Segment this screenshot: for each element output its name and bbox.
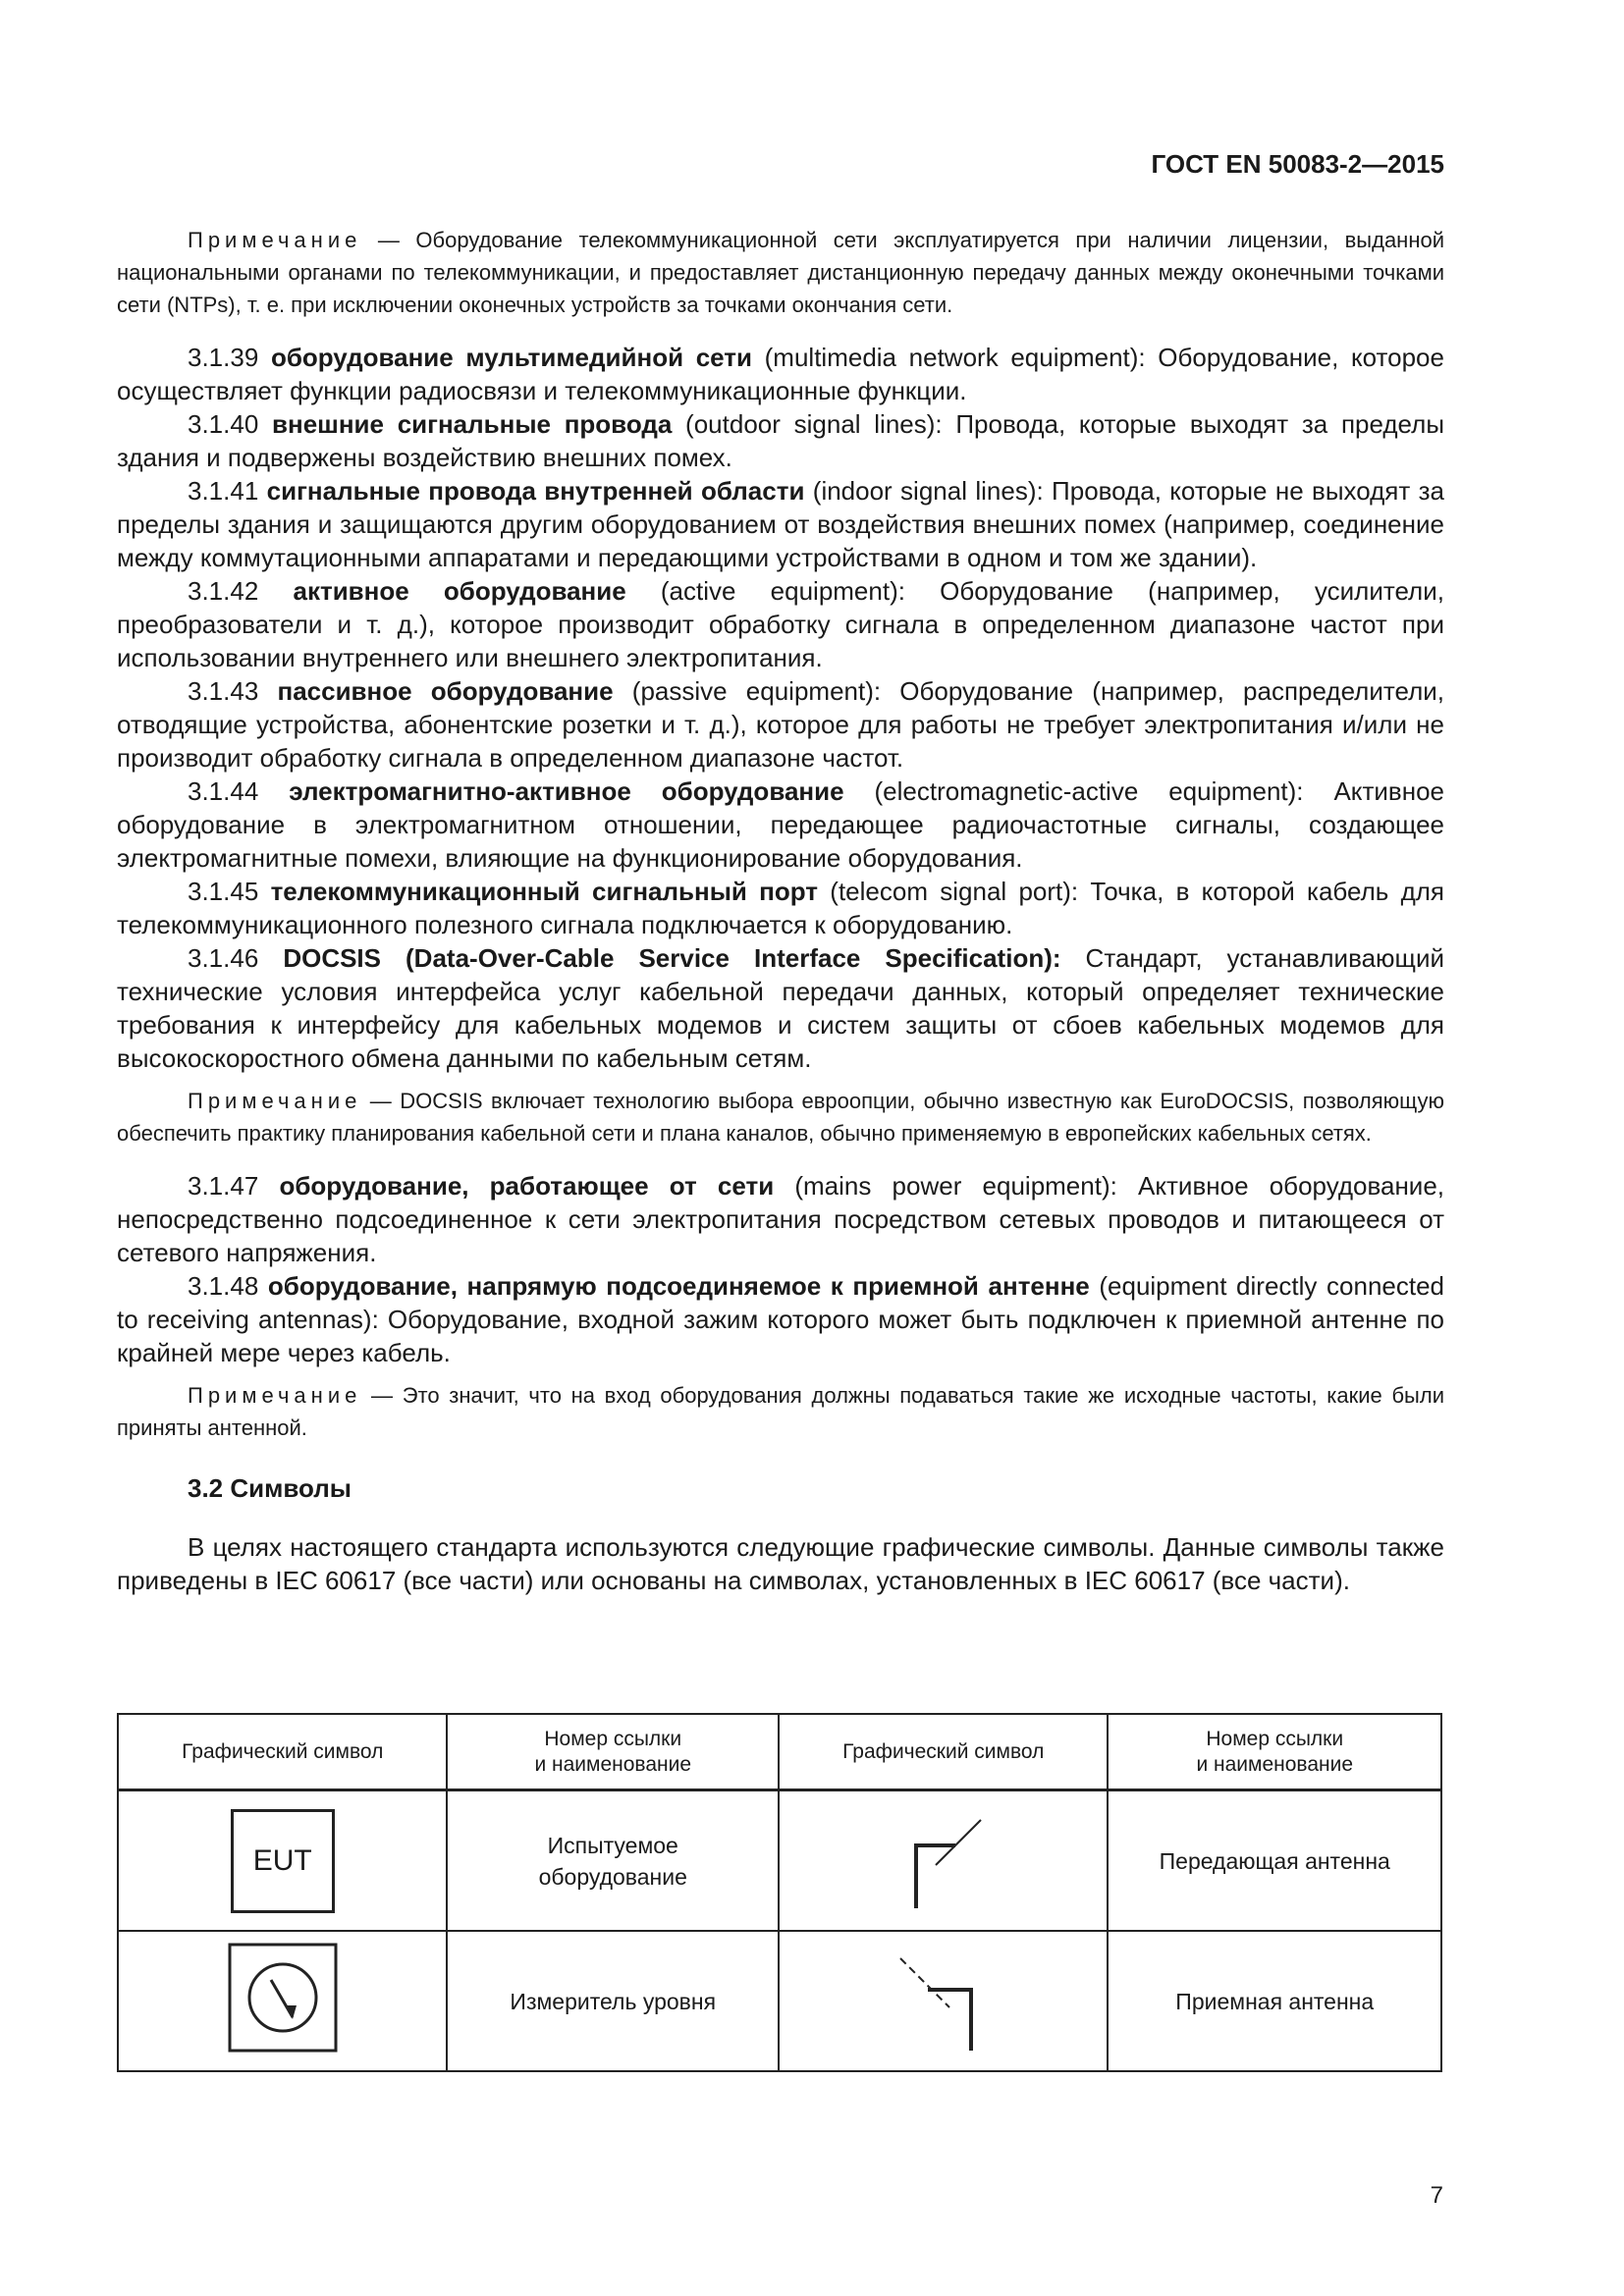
symbol-name: Испытуемое — [547, 1832, 678, 1858]
term: пассивное оборудование — [277, 676, 614, 706]
header-graphic-symbol: Графический символ — [779, 1714, 1108, 1790]
definition-3-1-40 — [117, 407, 1444, 474]
table-row — [118, 1931, 1441, 2071]
definition-text: Стандарт, устанавливающий технические условия интерфейса услуг кабельной передачи данных, который определяет технические требования к интерфейсу для кабельных модемов и систем защиты от сбоев кабельных модемов для высокоскоростного обмена данными по кабельным сетям. — [117, 943, 1444, 1073]
definition-text: (equipment directly connected to receiving antennas): Оборудование, входной зажим которого может быть подключен к приемной антенне по крайней мере через кабель. — [117, 1271, 1445, 1367]
eut-symbol: EUT — [231, 1809, 335, 1913]
document-header: ГОСТ EN 50083-2—2015 — [1151, 149, 1444, 179]
receiving-antenna-icon — [885, 1939, 1002, 2056]
header-line: и наименование — [534, 1752, 692, 1776]
level-meter-cell — [118, 1931, 447, 2071]
definition-3-1-43 — [117, 674, 1444, 774]
note-text: — DOCSIS включает технологию выбора евроопции, обычно известную как EuroDOCSIS, позволяющую обеспечить практику планирования кабельной сети и плана каналов, обычно применяемую в европейских кабельных сетях. — [117, 1089, 1444, 1146]
clause-number: 3.1.46 — [188, 943, 284, 973]
clause-number: 3.1.45 — [188, 877, 271, 906]
header-graphic-symbol: Графический символ — [118, 1714, 447, 1790]
definition-text: (electromagnetic-active equipment): Активное оборудование в электромагнитном отношении, передающее радиочастотные сигналы, создающее электромагнитные помехи, влияющие на функционирование оборудования. — [117, 776, 1444, 873]
section-title: 3.2 Символы — [188, 1473, 352, 1503]
definition-3-1-42 — [117, 574, 1444, 674]
transmitting-antenna-icon — [885, 1798, 1002, 1916]
page-number: 7 — [1430, 2182, 1443, 2209]
section-intro: В целях настоящего стандарта используются следующие графические символы. Данные символы также приведены в IEC 60617 (все части) или основаны на символах, установленных в IEC 60617 (все части). — [117, 1532, 1444, 1595]
note-text: — Это значит, что на вход оборудования должны подаваться такие же исходные частоты, какие были приняты антенной. — [117, 1383, 1444, 1440]
clause-number: 3.1.44 — [188, 776, 290, 806]
clause-number: 3.1.42 — [188, 576, 294, 606]
table-row — [118, 1790, 1441, 1932]
definition-text: (indoor signal lines): Провода, которые не выходят за пределы здания и защищаются другим оборудованием от воздействия внешних помех (например, соединение между коммутационными аппаратами и передающими устройствами в одном и том же здании). — [117, 476, 1444, 572]
clause-number: 3.1.43 — [188, 676, 278, 706]
note-label: Примечание — [188, 1383, 362, 1408]
symbol-name-cell: Приемная антенна — [1108, 1931, 1441, 2071]
level-meter-icon — [226, 1941, 340, 2055]
definition-3-1-47 — [117, 1169, 1444, 1269]
table-header-row — [118, 1714, 1441, 1790]
term: активное оборудование — [293, 576, 626, 606]
header-reference-name — [1108, 1714, 1441, 1790]
definition-text: (active equipment): Оборудование (например, усилители, преобразователи и т. д.), которое производит обработку сигнала в определенном диапазоне частот при использовании внутреннего или внешнего электропитания. — [117, 576, 1444, 672]
definition-text: (mains power equipment): Активное оборудование, непосредственно подсоединенное к сети электропитания посредством сетевых проводов и питающееся от сетевого напряжения. — [117, 1171, 1445, 1267]
definition-text: (multimedia network equipment): Оборудование, которое осуществляет функции радиосвязи и телекоммуникационные функции. — [117, 343, 1444, 405]
symbol-name-cell — [447, 1790, 779, 1932]
eut-symbol-cell — [118, 1790, 447, 1932]
header-line: и наименование — [1196, 1752, 1354, 1776]
symbol-name: оборудование — [538, 1863, 687, 1890]
term: внешние сигнальные провода — [272, 409, 673, 439]
term: оборудование, напрямую подсоединяемое к приемной антенне — [267, 1271, 1090, 1301]
term: сигнальные провода внутренней области — [266, 476, 805, 506]
transmitting-antenna-cell — [779, 1790, 1108, 1932]
definition-3-1-46 — [117, 941, 1444, 1075]
term: электромагнитно-активное оборудование — [289, 776, 844, 806]
clause-number: 3.1.41 — [188, 476, 267, 506]
definition-3-1-48 — [117, 1269, 1444, 1369]
clause-number: 3.1.47 — [188, 1171, 280, 1201]
header-reference-name — [447, 1714, 779, 1790]
definition-text: (outdoor signal lines): Провода, которые выходят за пределы здания и подвержены воздействию внешних помех. — [117, 409, 1445, 472]
definition-3-1-45 — [117, 875, 1444, 941]
note-1 — [117, 224, 1444, 321]
clause-number: 3.1.48 — [188, 1271, 268, 1301]
definition-text: (passive equipment): Оборудование (например, распределители, отводящие устройства, абонентские розетки и т. д.), которое для работы не требует электропитания и/или не производит обработку сигнала в определенном диапазоне частот. — [117, 676, 1444, 773]
term: оборудование, работающее от сети — [279, 1171, 775, 1201]
term: телекоммуникационный сигнальный порт — [270, 877, 819, 906]
term: DOCSIS (Data-Over-Cable Service Interface Specification): — [283, 943, 1061, 973]
document-body — [117, 224, 1444, 1597]
note-text: — Оборудование телекоммуникационной сети эксплуатируется при наличии лицензии, выданной национальными органами по телекоммуникации, и предоставляет дистанционную передачу данных между оконечными точками сети (NTPs), т. е. при исключении оконечных устройств за точками окончания сети. — [117, 228, 1444, 317]
definition-text: (telecom signal port): Точка, в которой кабель для телекоммуникационного полезного сигнала подключается к оборудованию. — [117, 877, 1445, 939]
note-label: Примечание — [188, 228, 362, 252]
header-line: Номер ссылки — [1206, 1727, 1344, 1750]
note-label: Примечание — [188, 1089, 362, 1113]
term: оборудование мультимедийной сети — [270, 343, 752, 372]
clause-number: 3.1.39 — [188, 343, 271, 372]
receiving-antenna-cell — [779, 1931, 1108, 2071]
note-3 — [117, 1379, 1444, 1444]
note-2 — [117, 1085, 1444, 1149]
header-line: Номер ссылки — [544, 1727, 682, 1750]
symbol-name-cell: Передающая антенна — [1108, 1790, 1441, 1932]
clause-number: 3.1.40 — [188, 409, 273, 439]
symbols-table — [117, 1713, 1442, 2072]
definition-3-1-39 — [117, 341, 1444, 407]
definition-3-1-44 — [117, 774, 1444, 875]
definition-3-1-41 — [117, 474, 1444, 574]
symbol-name-cell: Измеритель уровня — [447, 1931, 779, 2071]
